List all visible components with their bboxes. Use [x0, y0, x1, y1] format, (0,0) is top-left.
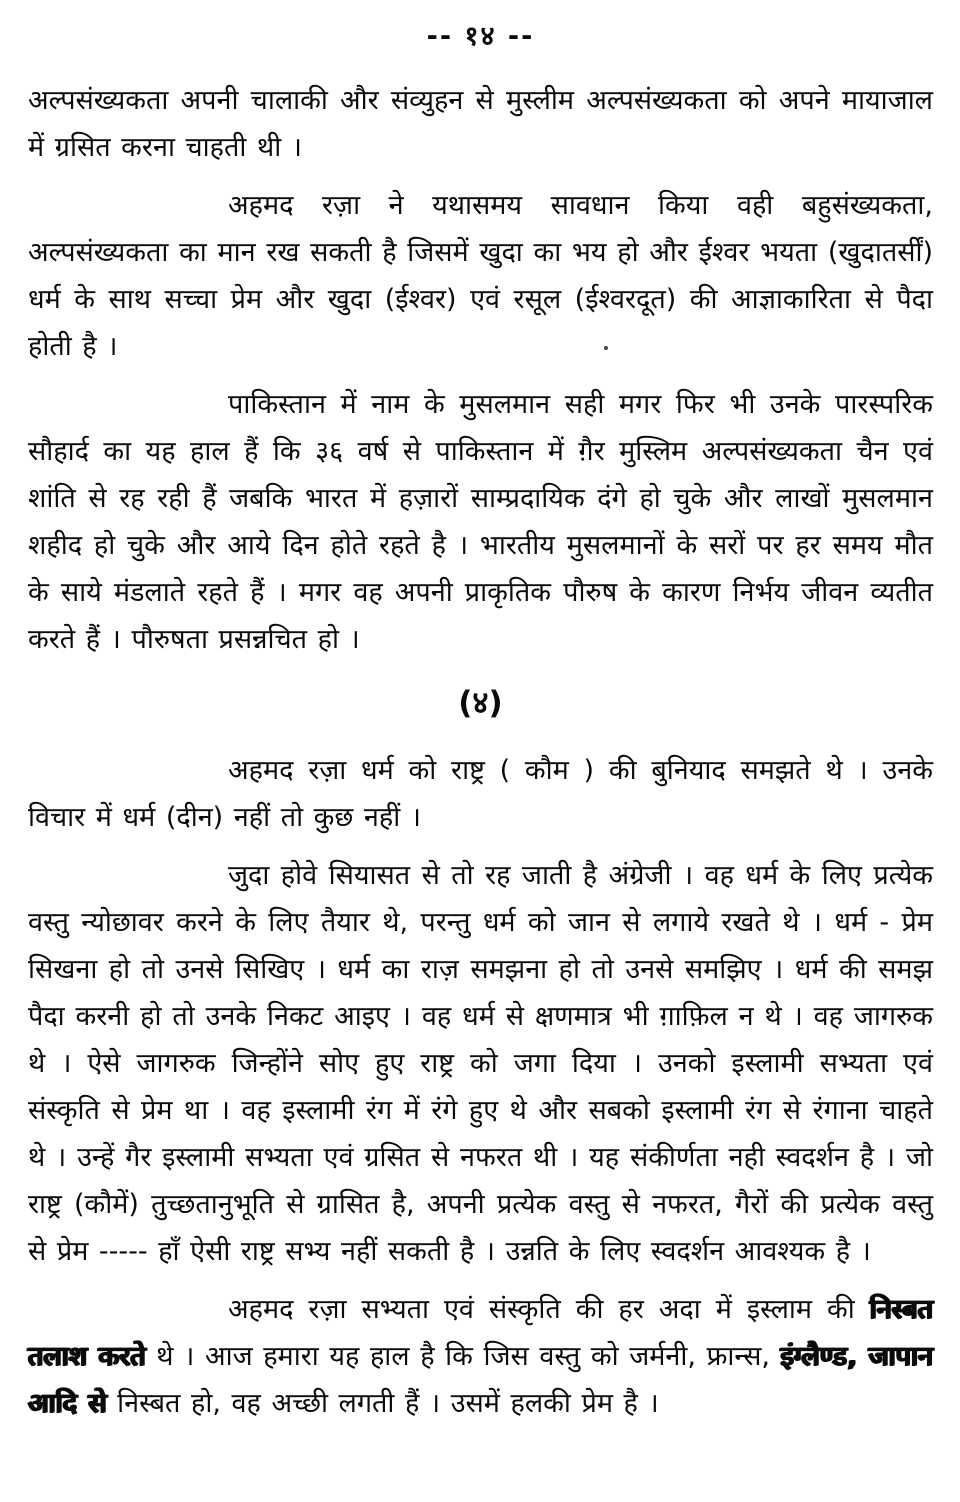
scan-artifact-dot — [604, 346, 608, 350]
paragraph-6-mid: थे । आज हमारा यह हाल है कि जिस वस्तु को जर्मनी, फ्रान्स, — [145, 1341, 781, 1372]
paragraph-5: जुदा होवे सियासत से तो रह जाती है अंग्रेजी । वह धर्म के लिए प्रत्येक वस्तु न्योछावर करने के लिए तैयार थे, परन्तु धर्म को जान से लगाये रखते थे । धर्म - प्रेम सिखना हो तो उनसे सिखिए । धर्म का राज़ समझना हो तो उनसे समझिए । धर्म की समझ पैदा करनी हो तो उनके निकट आइए । वह धर्म से क्षणमात्र भी ग़ाफ़िल न थे । वह जागरुक थे । ऐसे जागरुक जिन्होंने सोए हुए राष्ट्र को जगा दिया । उनको इस्लामी सभ्यता एवं संस्कृति से प्रेम था । वह इस्लामी रंग में रंगे हुए थे और सबको इस्लामी रंग से रंगाना चाहते थे । उन्हें गैर इस्लामी सभ्यता एवं ग्रसित से नफरत थी । यह संकीर्णता नही स्वदर्शन है । जो राष्ट्र (कौमें) तुच्छतानुभूति से ग्रासित है, अपनी प्रत्येक वस्तु से नफरत, गैरों की प्रत्येक वस्तु से प्रेम ----- हाँ ऐसी राष्ट्र सभ्य नहीं सकती है । उन्नति के लिए स्वदर्शन आवश्यक है । — [28, 860, 933, 1267]
paragraph-6 — [28, 1286, 933, 1427]
paragraph-1: अल्पसंख्यकता अपनी चालाकी और संव्युहन से मुस्लीम अल्पसंख्यकता को अपने मायाजाल में ग्रसित करना चाहती थी । — [28, 85, 933, 163]
paragraph-6-smudged-phrase-2: इंग्लैण्ड, जापान आदि से — [28, 1341, 933, 1419]
paragraph-2: अहमद रज़ा ने यथासमय सावधान किया वही बहुसंख्यकता, अल्पसंख्यकता का मान रख सकती है जिसमें खुदा का भय हो और ईश्वर भयता (खुदातर्सीं) धर्म के साथ सच्चा प्रेम और खुदा (ईश्वर) एवं रसूल (ईश्वरदूत) की आज्ञाकारिता से पैदा होती है । — [28, 190, 933, 362]
paragraph-6-smudged-phrase-1: निस्बत तलाश करते — [28, 1294, 933, 1372]
section-heading: (४) — [458, 685, 503, 721]
paragraph-3: पाकिस्तान में नाम के मुसलमान सही मगर फिर भी उनके पारस्परिक सौहार्द का यह हाल हैं कि ३६ वर्ष से पाकिस्तान में ग़ैर मुस्लिम अल्पसंख्यकता चैन एवं शांति से रह रही हैं जबकि भारत में हज़ारों साम्प्रदायिक दंगे हो चुके और लाखों मुसलमान शहीद हो चुके और आये दिन होते रहते है । भारतीय मुसलमानों के सरों पर हर समय मौत के साये मंडलाते रहते हैं । मगर वह अपनी प्राकृतिक पौरुष के कारण निर्भय जीवन व्यतीत करते हैं । पौरुषता प्रसन्नचित हो । — [28, 389, 933, 655]
paragraph-4: अहमद रज़ा धर्म को राष्ट्र ( कौम ) की बुनियाद समझते थे । उनके विचार में धर्म (दीन) नहीं तो कुछ नहीं । — [28, 755, 933, 833]
paragraph-6-tail: निस्बत हो, वह अच्छी लगती हैं । उसमें हलकी प्रेम है । — [106, 1388, 659, 1419]
paragraph-6-lead: अहमद रज़ा सभ्यता एवं संस्कृति की हर अदा में इस्लाम की — [228, 1294, 870, 1325]
page-number: -- १४ -- — [426, 21, 535, 52]
